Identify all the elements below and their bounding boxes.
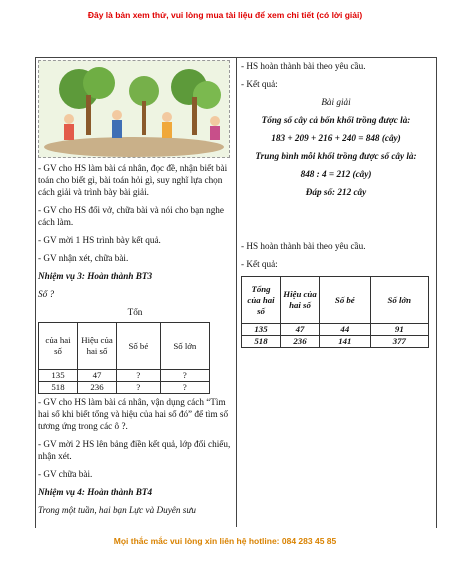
table-header-cell: Tổng của hai số xyxy=(242,277,281,324)
hotline-banner: Mọi thắc mắc vui lòng xin liên hệ hotline: 084 283 45 85 xyxy=(113,536,337,546)
table-header-cell: Số lớn xyxy=(370,277,428,324)
table-cell: ? xyxy=(160,382,209,394)
student-column xyxy=(241,60,431,348)
paragraph: - GV mời 1 HS trình bày kết quả. xyxy=(38,235,161,245)
solution-line: Tổng số cây cả bốn khối trồng được là: xyxy=(261,115,411,125)
table-row xyxy=(242,324,429,336)
solution-line: 183 + 209 + 216 + 240 = 848 (cây) xyxy=(271,133,401,143)
table-cell: 47 xyxy=(281,324,320,336)
table-header-cell: Số bé xyxy=(117,323,161,370)
paragraph: - GV cho HS làm bài cá nhân, vận dụng cách “Tìm hai số khi biết tổng và hiệu của hai số đó” để tìm số tương ứng trong các ô ?. xyxy=(38,397,229,431)
table-header-cell: Số lớn xyxy=(160,323,209,370)
paragraph: - GV nhận xét, chữa bài. xyxy=(38,253,129,263)
solution-line: Trung bình mỗi khối trồng được số cây là: xyxy=(255,151,417,161)
so-label: Số ? xyxy=(38,289,55,299)
preview-banner: Đây là bản xem thử, vui lòng mua tài liệu để xem chi tiết (có lời giải) xyxy=(87,10,363,20)
column-divider xyxy=(236,57,237,527)
table-cell: 141 xyxy=(320,336,371,348)
paragraph: - GV chữa bài. xyxy=(38,469,93,479)
table-header-cell: Hiệu của hai số xyxy=(78,323,117,370)
table-header-cell: Số bé xyxy=(320,277,371,324)
paragraph: Trong một tuần, hai bạn Lực và Duyên sưu xyxy=(38,505,196,515)
table-cell: 44 xyxy=(320,324,371,336)
paragraph: - GV mời 2 HS lên bảng điền kết quả, lớp đối chiếu, nhận xét. xyxy=(38,439,231,461)
task3-heading: Nhiệm vụ 3: Hoàn thành BT3 xyxy=(38,271,153,281)
table-cell: 135 xyxy=(242,324,281,336)
table-cell: 518 xyxy=(39,382,78,394)
table-cell: 377 xyxy=(370,336,428,348)
table-caption: Tổn xyxy=(127,307,143,317)
table-cell: 91 xyxy=(370,324,428,336)
table-cell: 236 xyxy=(78,382,117,394)
task4-heading: Nhiệm vụ 4: Hoàn thành BT4 xyxy=(38,487,153,497)
table-header-cell: của hai số xyxy=(39,323,78,370)
paragraph: - HS hoàn thành bài theo yêu cầu. xyxy=(241,61,366,71)
table-cell: 47 xyxy=(78,370,117,382)
table-row xyxy=(39,370,210,382)
table-cell: ? xyxy=(117,370,161,382)
paragraph: - GV cho HS đổi vở, chữa bài và nói cho bạn nghe cách làm. xyxy=(38,205,224,227)
paragraph: - Kết quả: xyxy=(241,259,278,269)
table-cell: ? xyxy=(117,382,161,394)
table-cell: ? xyxy=(160,370,209,382)
paragraph: - GV cho HS làm bài cá nhân, đọc đề, nhận biết bài toán cho biết gì, bài toán hỏi gì, suy nghĩ lựa chọn cách giải và trình bày bài giải. xyxy=(38,163,228,197)
table-cell: 236 xyxy=(281,336,320,348)
question-box: ? xyxy=(121,421,126,431)
table-row xyxy=(39,382,210,394)
paragraph: - HS hoàn thành bài theo yêu cầu. xyxy=(241,241,366,251)
table-row xyxy=(242,336,429,348)
exercise-table xyxy=(38,322,210,394)
children-planting-trees-image xyxy=(38,60,230,158)
answer-line: Đáp số: 212 cây xyxy=(305,187,367,197)
paragraph-text: - GV cho HS làm bài cá nhân, vận dụng cách “Tìm hai số khi biết tổng và hiệu của hai số đó” để tìm số tương ứng trong các ô xyxy=(38,397,229,431)
teacher-column xyxy=(38,60,232,522)
paragraph: - Kết quả: xyxy=(241,79,278,89)
table-header-cell: Hiệu của hai số xyxy=(281,277,320,324)
solution-line: 848 : 4 = 212 (cây) xyxy=(300,169,372,179)
table-cell: 518 xyxy=(242,336,281,348)
table-cell: 135 xyxy=(39,370,78,382)
answer-table xyxy=(241,276,429,348)
solution-heading: Bài giải xyxy=(321,97,351,107)
